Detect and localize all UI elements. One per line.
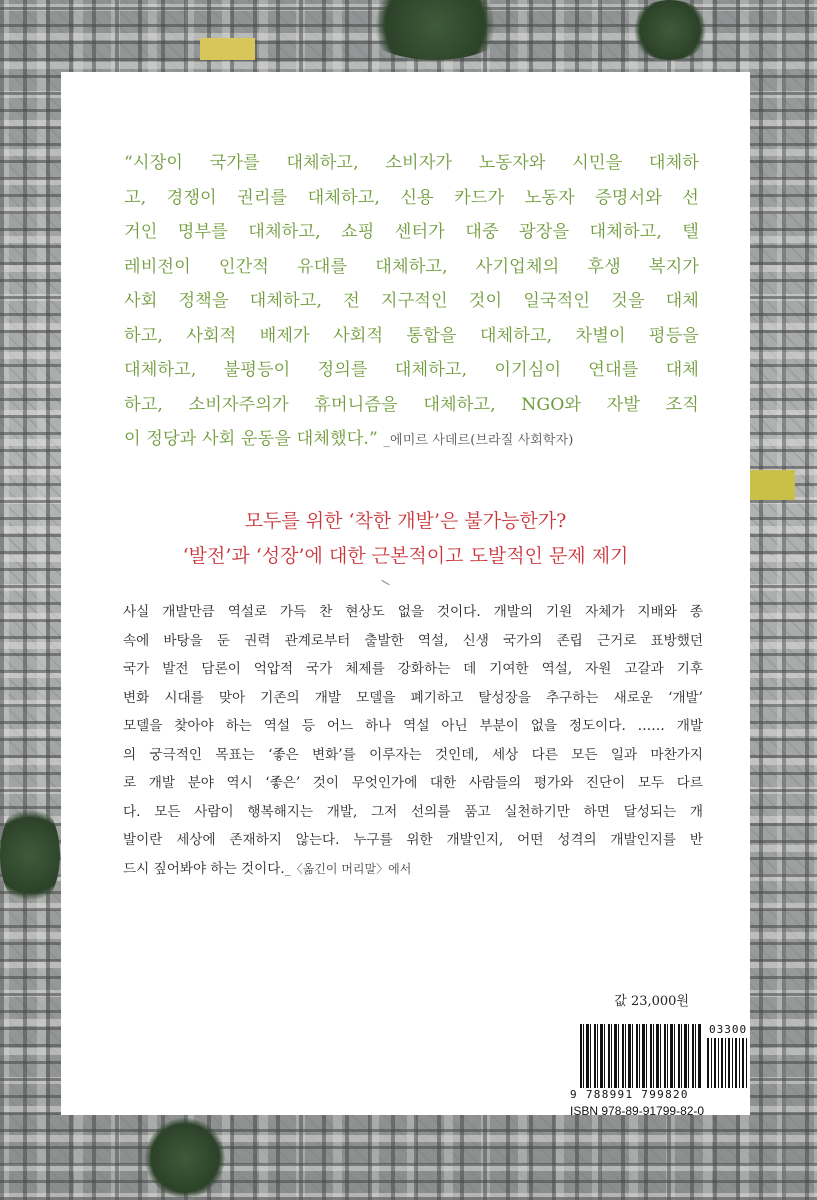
quote-line: “시장이 국가를 대체하고, 소비자가 노동자와 시민을 대체하 (124, 153, 699, 173)
background-tree (630, 0, 710, 60)
headline-line-1: 모두를 위한 ‘착한 개발’은 불가능한가? (244, 510, 567, 532)
addon-barcode-bars (707, 1038, 747, 1088)
back-cover-text-panel (61, 72, 750, 1118)
quote-line: 사회 정책을 대체하고, 전 지구적인 것이 일국적인 것을 대체 (124, 291, 699, 311)
body-excerpt (123, 598, 703, 883)
body-line: 국가 발전 담론이 억압적 국가 체제를 강화하는 데 기여한 역설, 자원 고갈과 기후 (123, 661, 703, 677)
body-line: 의 궁극적인 목표는 ‘좋은 변화’를 이루자는 것인데, 세상 다른 모든 일과 마찬가지 (123, 746, 703, 763)
quote-line: 하고, 사회적 배제가 사회적 통합을 대체하고, 차별이 평등을 (124, 325, 699, 346)
background-tree (145, 1118, 225, 1198)
body-line: 사실 개발만큼 역설로 가득 찬 현상도 없을 것이다. 개발의 기원 자체가 지배와 종 (123, 604, 703, 620)
body-line-text: 드시 짚어봐야 하는 것이다. (123, 860, 285, 877)
body-source: _〈옮긴이 머리말〉에서 (284, 861, 412, 876)
quote-line-text: 이 정당과 사회 운동을 대체했다.” (124, 429, 378, 449)
barcode-addon-digits: 03300 (709, 1023, 748, 1036)
quote-line: 레비전이 인간적 유대를 대체하고, 사기업체의 후생 복지가 (124, 256, 699, 277)
body-line: 모델을 찾아야 하는 역설 등 어느 하나 역설 아닌 부분이 없을 정도이다. …… 개발 (123, 718, 703, 734)
isbn-number: ISBN 978-89-91799-82-0 (570, 1104, 705, 1118)
background-yellow-house (750, 470, 795, 500)
quote-line: 거인 명부를 대체하고, 쇼핑 센터가 대중 광장을 대체하고, 텔 (124, 222, 699, 242)
quote-line: 고, 경쟁이 권리를 대체하고, 신용 카드가 노동자 증명서와 선 (124, 187, 699, 208)
body-line: 속에 바탕을 둔 권력 관계로부터 출발한 역설, 신생 국가의 존립 근거로 표방했던 (123, 632, 703, 649)
quote-line: 하고, 소비자주의가 휴머니즘을 대체하고, NGO와 자발 조직 (124, 394, 699, 415)
quote-line (124, 422, 699, 459)
headline (61, 504, 750, 574)
price-label: 값 23,000원 (614, 994, 689, 1009)
body-line: 다. 모든 사람이 행복해지는 개발, 그저 선의를 품고 실천하기만 하면 달성되는 개 (123, 803, 703, 820)
background-yellow-house (200, 38, 255, 60)
body-line: 로 개발 분야 역시 ‘좋은’ 것이 무엇인가에 대한 사람들의 평가와 진단이 모두 다르 (123, 775, 703, 791)
body-line: 변화 시대를 맞아 기존의 개발 모델을 폐기하고 탈성장을 추구하는 새로운 ‘개발’ (123, 689, 703, 706)
quote-attribution: _에미르 사데르(브라질 사회학자) (383, 433, 574, 448)
background-tree (0, 800, 60, 910)
ean-barcode-bars (580, 1024, 702, 1088)
body-line (123, 855, 703, 884)
headline-line-2: ‘발전’과 ‘성장’에 대한 근본적이고 도발적인 문제 제기 (182, 545, 629, 567)
body-line: 발이란 세상에 존재하지 않는다. 누구를 위한 개발인지, 어떤 성격의 개발인지를 반 (123, 832, 703, 848)
quote-line: 대체하고, 불평등이 정의를 대체하고, 이기심이 연대를 대체 (124, 360, 699, 380)
barcode-ean-digits: 9 788991 799820 (570, 1088, 689, 1101)
pull-quote (124, 146, 699, 459)
divider-tick (381, 580, 389, 585)
isbn-barcode (570, 1020, 750, 1118)
